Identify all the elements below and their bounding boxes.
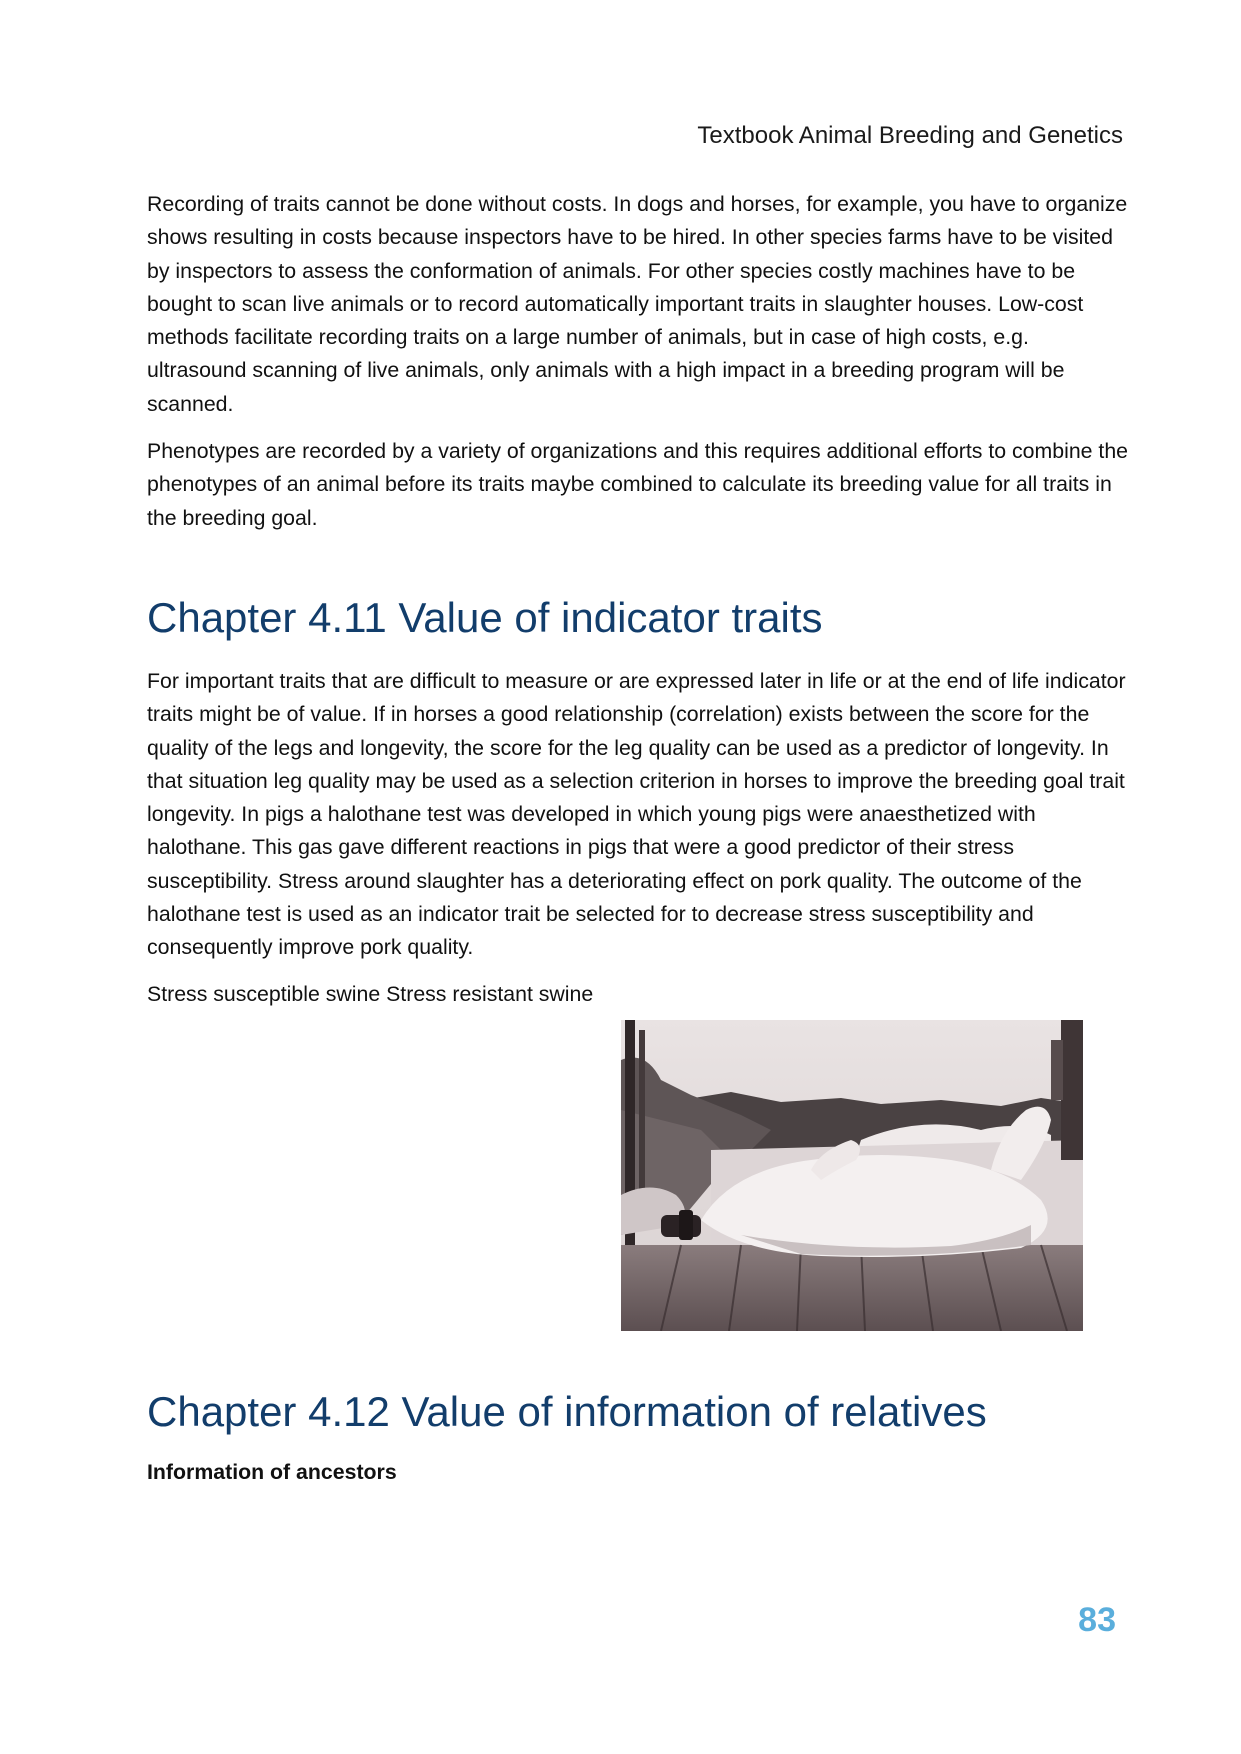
paragraph-phenotypes: Phenotypes are recorded by a variety of organizations and this requires additional efforts to combine the phenotypes of an animal before its traits maybe combined to calculate its breeding value for all traits in the breeding goal. [147,439,1129,530]
halothane-test-pig-photo [621,1020,1083,1331]
indicator-traits-text-block [147,665,1132,965]
paragraph-recording-costs: Recording of traits cannot be done without costs. In dogs and horses, for example, you have to organize shows resulting in costs because inspectors have to be hired. In other species farms have to be visited by inspectors to assess the conformation of animals. For other species costly machines have to be bought to scan live animals or to record automatically important traits in slaughter houses. Low-cost methods facilitate recording traits on a large number of animals, but in case of high costs, e.g. ultrasound scanning of live animals, only animals with a high impact in a breeding program will be scanned. [147,192,1128,416]
running-header: Textbook Animal Breeding and Genetics [697,122,1123,149]
subheading-information-of-ancestors: Information of ancestors [147,1460,397,1484]
page-number: 83 [1078,1601,1116,1639]
intro-text-block [147,188,1132,421]
paragraph-indicator-traits: For important traits that are difficult to measure or are expressed later in life or at the end of life indicator traits might be of value. If in horses a good relationship (correlation) exists between the score for the quality of the legs and longevity, the score for the leg quality can be used as a predictor of longevity. In that situation leg quality may be used as a selection criterion in horses to improve the breeding goal trait longevity. In pigs a halothane test was developed in which young pigs were anaesthetized with halothane. This gas gave different reactions in pigs that were a good predictor of their stress susceptibility. Stress around slaughter has a deteriorating effect on pork quality. The outcome of the halothane test is used as an indicator trait be selected for to decrease stress susceptibility and consequently improve pork quality. [147,669,1126,960]
phenotypes-text-block [147,435,1132,535]
figure-caption: Stress susceptible swine Stress resistant swine [147,982,594,1006]
chapter-heading-4-11: Chapter 4.11 Value of indicator traits [147,594,823,641]
chapter-heading-4-12: Chapter 4.12 Value of information of relatives [147,1388,987,1435]
